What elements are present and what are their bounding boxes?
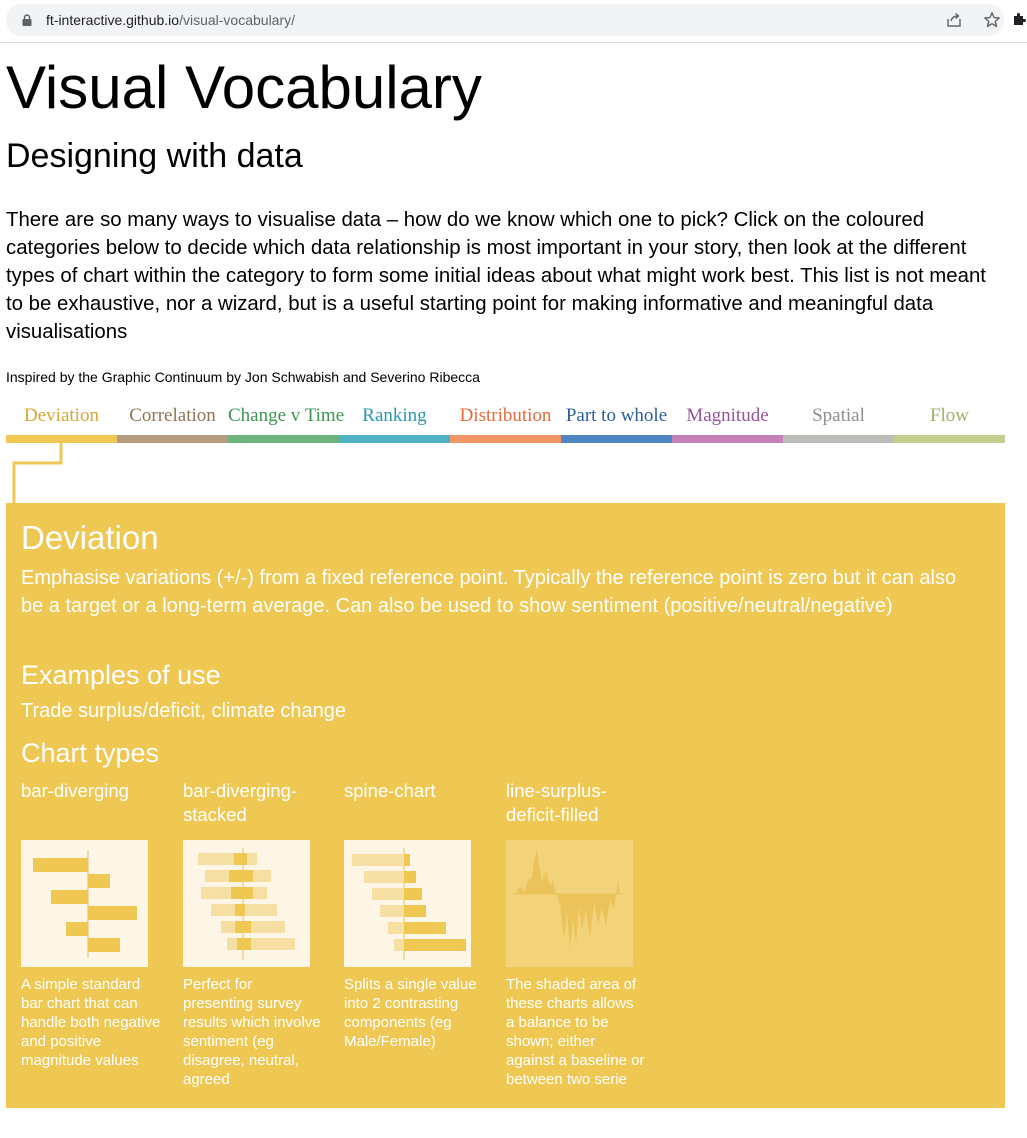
- chart-types-heading: Chart types: [21, 738, 160, 768]
- address-bar[interactable]: [6, 4, 1004, 36]
- url-path: /visual-vocabulary/: [179, 12, 296, 28]
- bar-diverging-thumbnail[interactable]: [21, 840, 148, 967]
- category-detail-panel: [6, 503, 1005, 1108]
- examples-heading: Examples of use: [21, 660, 221, 690]
- tab-label: Magnitude: [686, 405, 769, 426]
- examples-text: Trade surplus/deficit, climate change: [21, 700, 346, 722]
- bar-diverging-stacked-thumbnail[interactable]: [183, 840, 310, 967]
- url-text[interactable]: [46, 12, 295, 28]
- tab-magnitude[interactable]: [672, 398, 783, 443]
- tab-color-bar: [228, 435, 339, 443]
- chart-card-title[interactable]: spine-chart: [344, 780, 436, 801]
- spine-chart-thumbnail[interactable]: [344, 840, 471, 967]
- chart-card-description: Perfect for presenting survey results which involve sentiment (eg disagree, neutral, agreed: [183, 976, 321, 1088]
- tab-label: Correlation: [129, 405, 216, 426]
- tab-label: Flow: [929, 405, 970, 426]
- chart-card-description: Splits a single value into 2 contrasting components (eg Male/Female): [344, 976, 477, 1050]
- page-title: Visual Vocabulary: [6, 54, 482, 121]
- star-icon[interactable]: [983, 11, 1001, 29]
- tab-color-bar: [117, 435, 228, 443]
- puzzle-icon[interactable]: [1012, 12, 1026, 26]
- intro-paragraph: There are so many ways to visualise data – how do we know which one to pick? Click on the coloured categories below to decide which data relationship is most important in your story, then look at the different types of chart within the category to form some initial ideas about what might work best. This list is not meant to be exhaustive, nor a wizard, but is a useful starting point for making informative and meaningful data visualisations: [6, 209, 986, 343]
- chart-card-title[interactable]: line-surplus-deficit-filled: [506, 780, 607, 825]
- chart-card-title[interactable]: bar-diverging-stacked: [183, 780, 298, 825]
- tab-color-bar: [561, 435, 672, 443]
- inspired-credit: Inspired by the Graphic Continuum by Jon Schwabish and Severino Ribecca: [6, 369, 480, 385]
- page-subtitle: Designing with data: [6, 137, 303, 175]
- tab-label: Change v Time: [228, 405, 345, 426]
- share-icon[interactable]: [946, 12, 962, 28]
- category-tabs: [6, 398, 1005, 444]
- chart-card-bar-diverging-stacked: [183, 779, 323, 1088]
- tab-change-v-time[interactable]: [228, 398, 345, 443]
- tab-deviation[interactable]: [6, 398, 117, 443]
- tab-label: Deviation: [24, 405, 99, 426]
- selection-connector: [11, 440, 63, 506]
- lock-icon[interactable]: [21, 14, 33, 26]
- tab-spatial[interactable]: [783, 398, 894, 443]
- chart-card-bar-diverging: [21, 779, 161, 1069]
- tab-part-to-whole[interactable]: [561, 398, 672, 443]
- tab-color-bar: [783, 435, 894, 443]
- tab-correlation[interactable]: [117, 398, 228, 443]
- url-host: ft-interactive.github.io: [46, 12, 180, 28]
- tab-label: Spatial: [812, 405, 865, 426]
- chart-card-description: The shaded area of these charts allows a balance to be shown; either against a baseline or between two serie: [506, 976, 645, 1088]
- tab-label: Part to whole: [565, 405, 668, 426]
- chart-card-spine-chart: [344, 779, 484, 1050]
- tab-flow[interactable]: [894, 398, 1005, 443]
- browser-toolbar: [0, 0, 1027, 43]
- chart-card-line-surplus-deficit-filled: [506, 779, 646, 1088]
- tab-color-bar: [450, 435, 561, 443]
- tab-label: Ranking: [362, 405, 427, 426]
- tab-color-bar: [339, 435, 450, 443]
- panel-title: Deviation: [21, 519, 159, 556]
- tab-label: Distribution: [459, 405, 552, 426]
- tab-distribution[interactable]: [450, 398, 561, 443]
- tab-color-bar: [894, 435, 1005, 443]
- tab-ranking[interactable]: [339, 398, 450, 443]
- chart-card-title[interactable]: bar-diverging: [21, 780, 129, 801]
- tab-color-bar: [672, 435, 783, 443]
- line-surplus-deficit-filled-thumbnail[interactable]: [506, 840, 633, 967]
- panel-description: Emphasise variations (+/-) from a fixed reference point. Typically the reference point is zero but it can also be a target or a long-term average. Can also be used to show sentiment (positive/neutral/negative): [21, 567, 957, 617]
- chart-card-description: A simple standard bar chart that can handle both negative and positive magnitude values: [21, 976, 161, 1069]
